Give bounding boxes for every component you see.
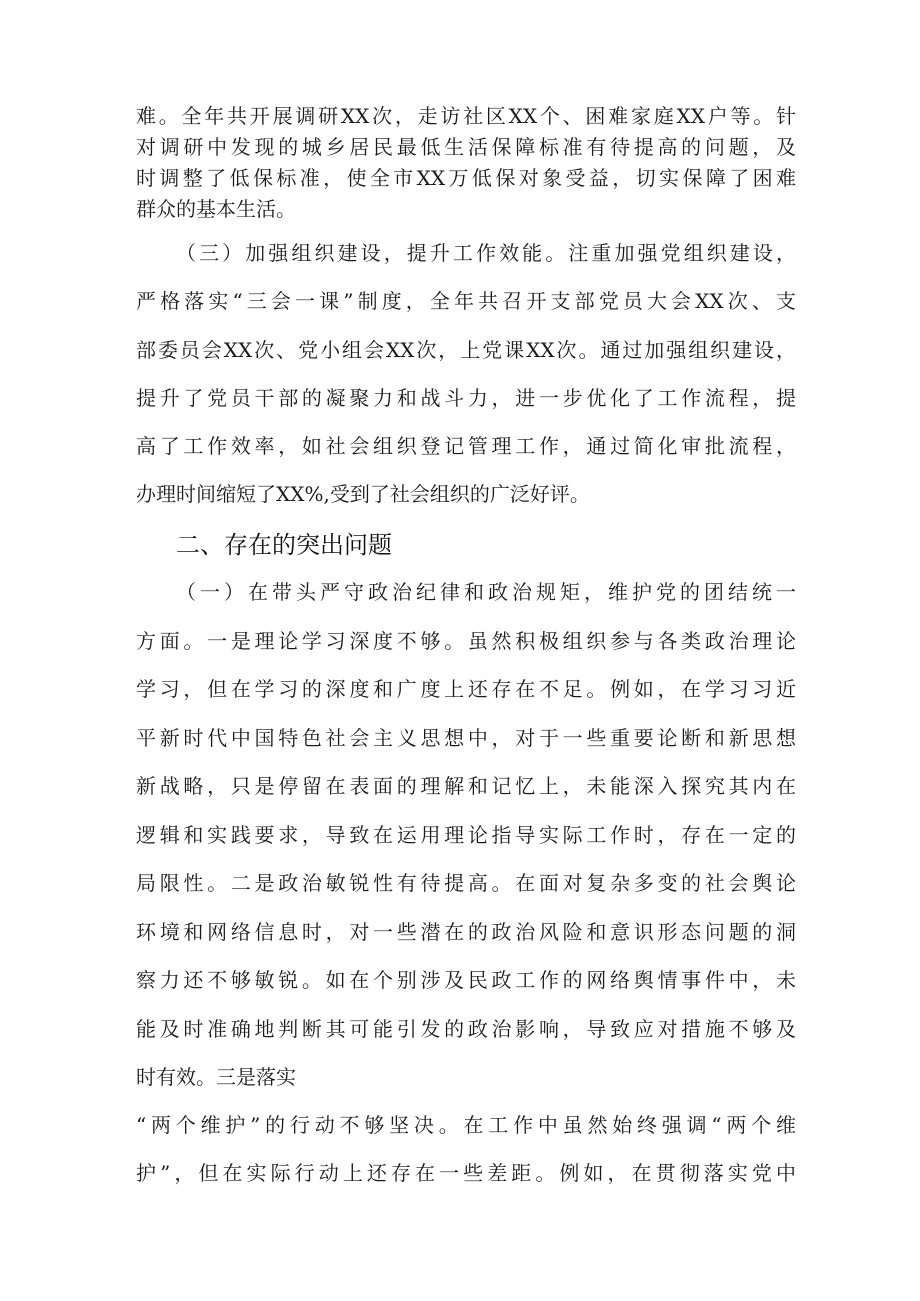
section-heading: 二、存在的突出问题 (176, 531, 392, 559)
paragraph-line: 部委员会XX次、党小组会XX次，上党课XX次。通过加强组织建设， (136, 338, 796, 362)
paragraph-line: 逻辑和实践要求，导致在运用理论指导实际工作时，存在一定的 (136, 823, 796, 847)
paragraph-line: 办理时间缩短了XX%,受到了社会组织的广泛好评。 (136, 482, 590, 506)
paragraph-line: （三）加强组织建设，提升工作效能。注重加强党组织建设， (176, 241, 796, 265)
paragraph-line: 方面。一是理论学习深度不够。虽然积极组织参与各类政治理论 (136, 629, 796, 653)
paragraph-line: 时有效。三是落实 (136, 1065, 296, 1089)
paragraph-line: 能及时准确地判断其可能引发的政治影响，导致应对措施不够及 (136, 1017, 796, 1041)
paragraph-line: 新战略，只是停留在表面的理解和记忆上，未能深入探究其内在 (136, 774, 796, 798)
paragraph-line: 察力还不够敏锐。如在个别涉及民政工作的网络舆情事件中，未 (136, 968, 796, 992)
paragraph-line: 提升了党员干部的凝聚力和战斗力，进一步优化了工作流程，提 (136, 386, 796, 410)
paragraph-line: （一）在带头严守政治纪律和政治规矩，维护党的团结统一 (176, 580, 796, 604)
paragraph-line: 群众的基本生活。 (136, 197, 296, 221)
paragraph-line: 难。全年共开展调研XX次，走访社区XX个、困难家庭XX户等。针 (136, 104, 796, 128)
paragraph-line: 护”，但在实际行动上还存在一些差距。例如，在贯彻落实党中 (136, 1161, 796, 1185)
paragraph-line: 严格落实“三会一课”制度，全年共召开支部党员大会XX次、支 (136, 289, 796, 313)
paragraph-line: 平新时代中国特色社会主义思想中，对于一些重要论断和新思想 (136, 726, 796, 750)
paragraph-line: 局限性。二是政治敏锐性有待提高。在面对复杂多变的社会舆论 (136, 871, 796, 895)
paragraph-line: 环境和网络信息时，对一些潜在的政治风险和意识形态问题的洞 (136, 920, 796, 944)
paragraph-line: 时调整了低保标准，使全市XX万低保对象受益，切实保障了困难 (136, 166, 796, 190)
paragraph-line: “两个维护”的行动不够坚决。在工作中虽然始终强调“两个维 (136, 1113, 796, 1137)
paragraph-line: 对调研中发现的城乡居民最低生活保障标准有待提高的问题，及 (136, 135, 796, 159)
paragraph-line: 高了工作效率，如社会组织登记管理工作，通过简化审批流程， (136, 434, 796, 458)
paragraph-line: 学习，但在学习的深度和广度上还存在不足。例如，在学习习近 (136, 677, 796, 701)
